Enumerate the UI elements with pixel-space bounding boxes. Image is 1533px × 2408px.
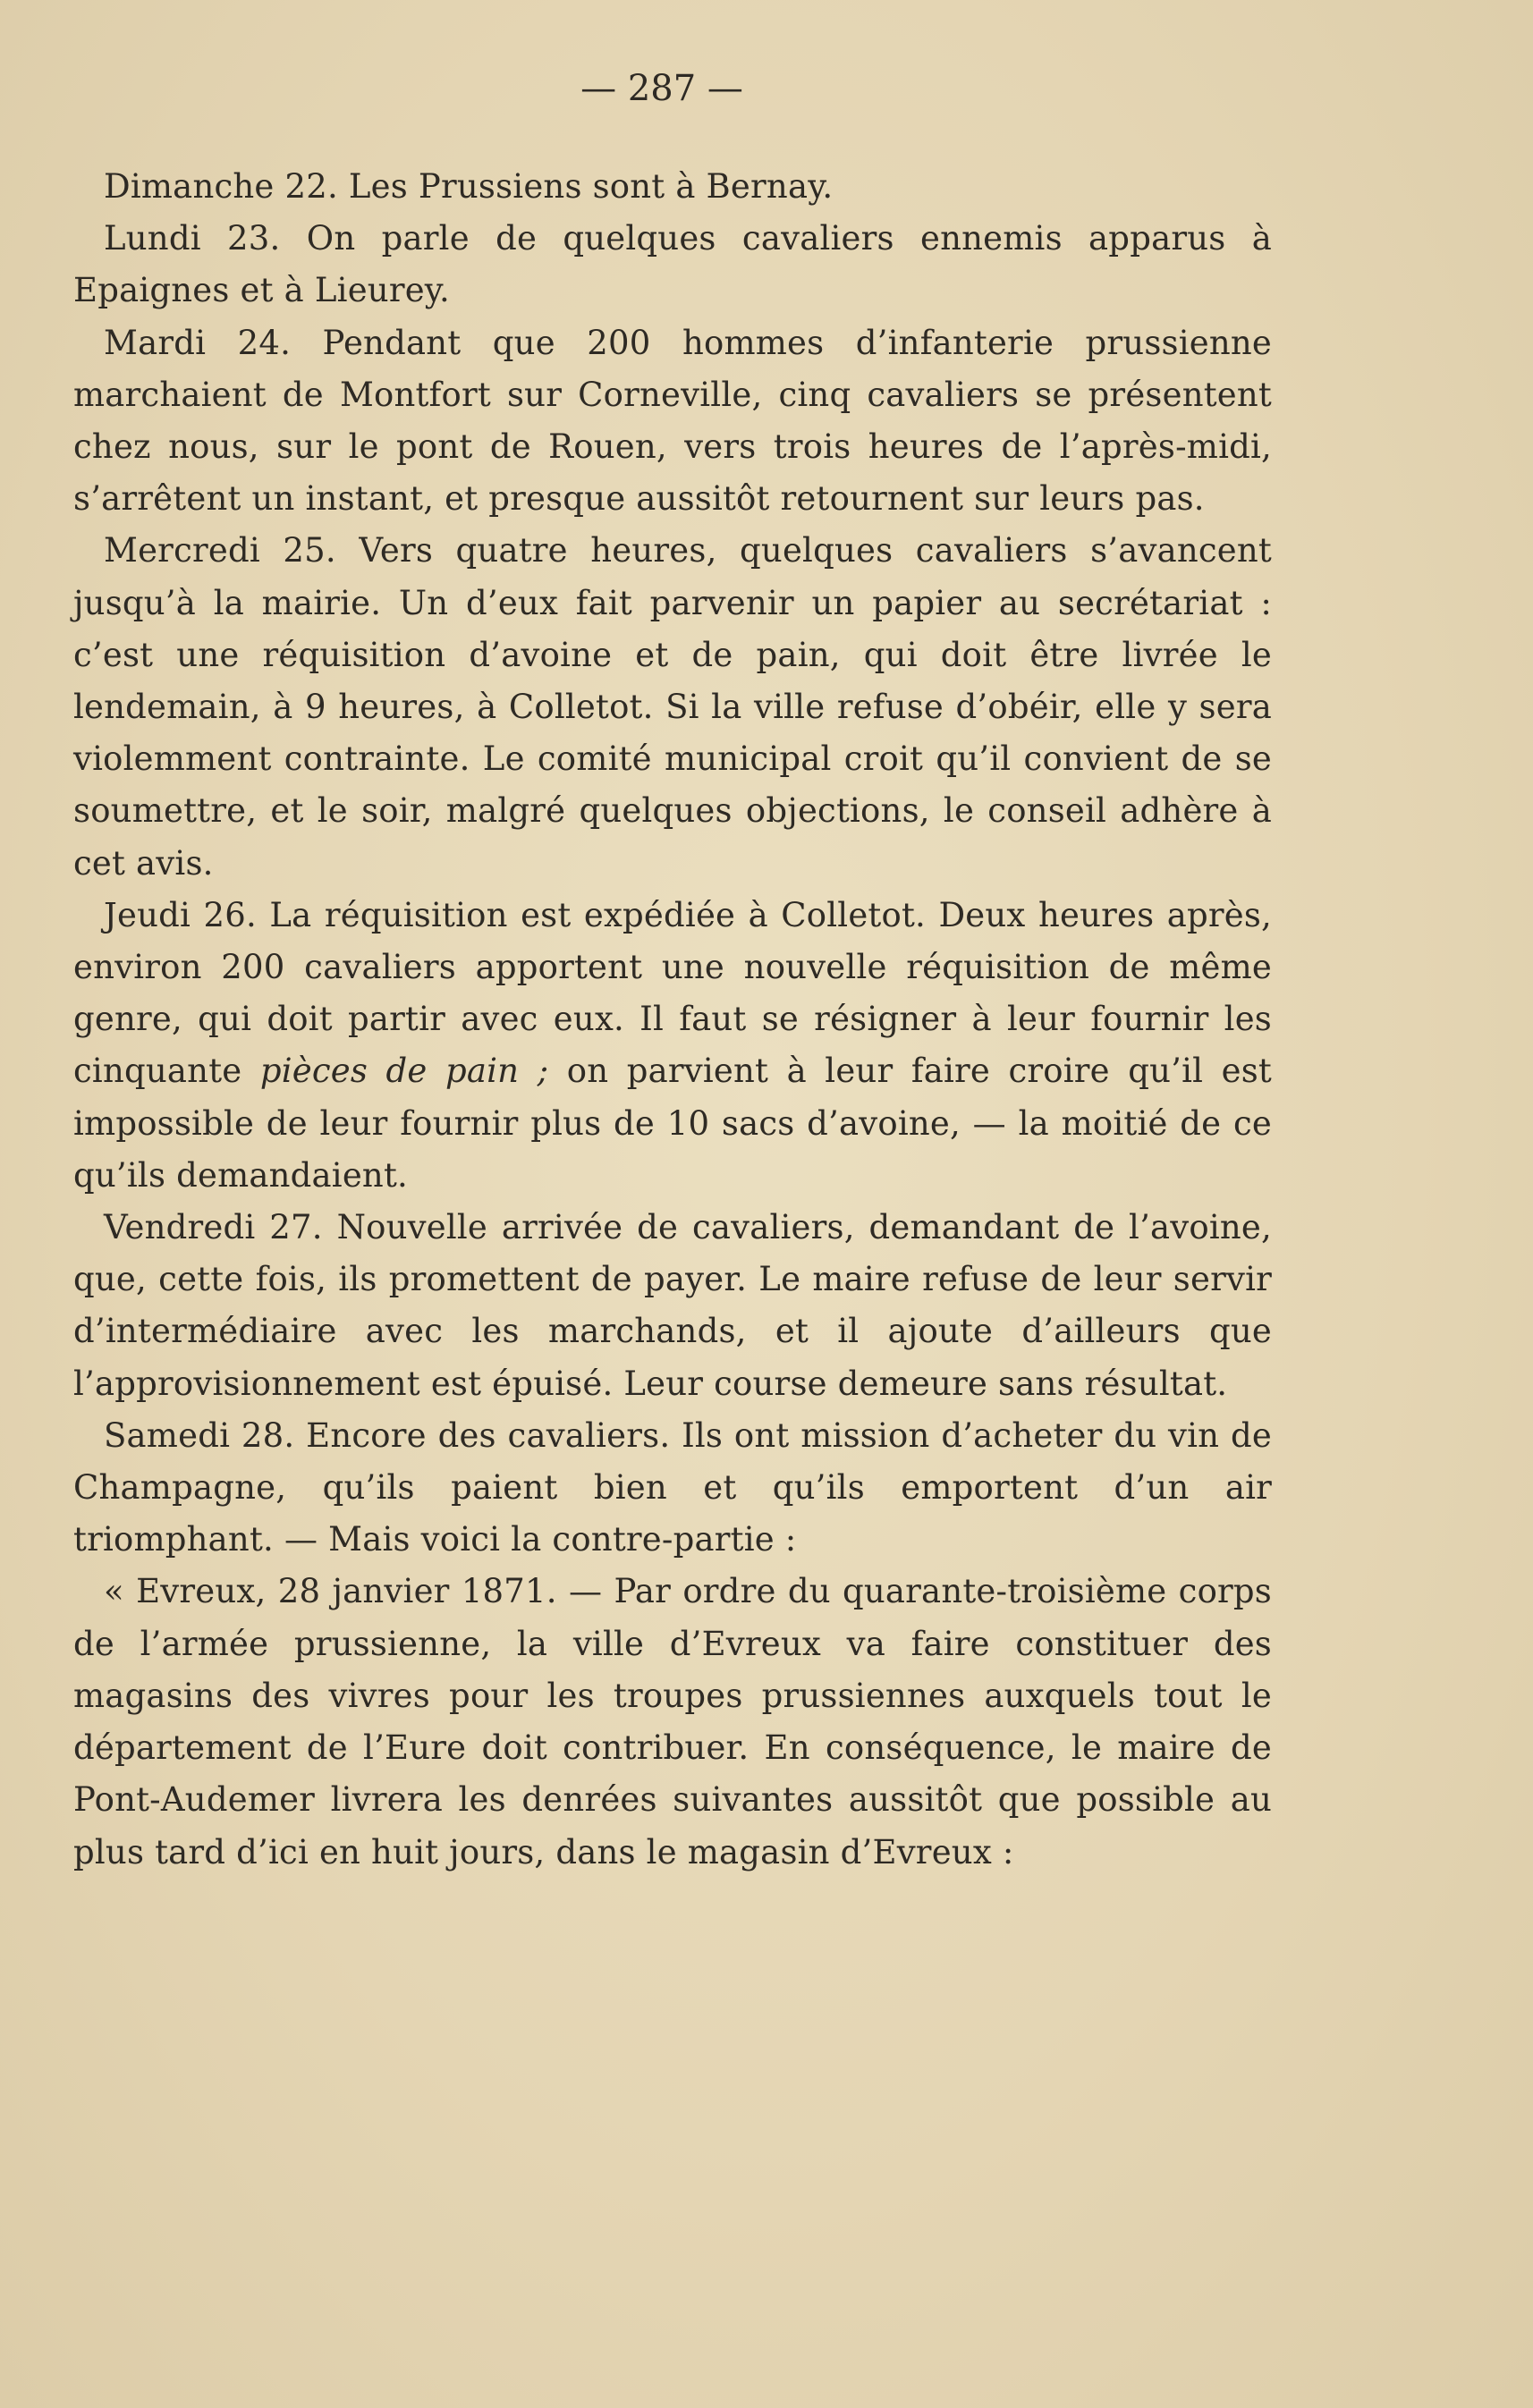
paragraph-jeudi-26 xyxy=(73,890,1272,1202)
page-number: — 287 — xyxy=(580,68,743,109)
paragraph-mardi-24: Mardi 24. Pendant que 200 hommes d’infanterie prussienne marchaient de Montfort sur Corneville, cinq cavaliers se présentent chez nous, sur le pont de Rouen, vers trois heures de l’après-midi, s’arrêtent un instant, et presque aussitôt retournent sur leurs pas. xyxy=(73,323,1272,519)
paragraph-mercredi-25: Mercredi 25. Vers quatre heures, quelques cavaliers s’avancent jusqu’à la mairie. Un d’eux fait parvenir un papier au secrétariat : c’est une réquisition d’avoine et de pain, qui doit être livrée le lendemain, à 9 heures, à Colletot. Si la ville refuse d’obéir, elle y sera violemment contrainte. Le comité municipal croit qu’il convient de se soumettre, et le soir, malgré quelques objections, le conseil adhère à cet avis. xyxy=(73,531,1272,883)
paragraph-jeudi-26-part-2: on parvient à leur faire croire qu’il est impossible de leur fournir plus de 10 sacs d’avoine, — la moitié de ce qu’ils demandaient. xyxy=(73,1052,1272,1195)
paragraph-lundi-23: Lundi 23. On parle de quelques cavaliers ennemis apparus à Epaignes et à Lieurey. xyxy=(73,219,1272,310)
paragraph-samedi-28: Samedi 28. Encore des cavaliers. Ils ont mission d’acheter du vin de Champagne, qu’ils paient bien et qu’ils emportent d’un air triomphant. — Mais voici la contre-partie : xyxy=(73,1415,1272,1559)
paragraph-jeudi-26-part-1: Jeudi 26. La réquisition est expédiée à Colletot. Deux heures après, environ 200 cavaliers apportent une nouvelle réquisition de même genre, qui doit partir avec eux. Il faut se résigner à leur fournir les cinquante xyxy=(73,895,1272,1091)
paragraph-jeudi-26-italic: pièces de pain ; xyxy=(259,1052,549,1091)
paragraph-dimanche-22: Dimanche 22. Les Prussiens sont à Bernay. xyxy=(104,167,834,206)
body-text xyxy=(73,161,1272,1879)
paragraph-evreux-order: « Evreux, 28 janvier 1871. — Par ordre du quarante-troisième corps de l’armée prussienne, la ville d’Evreux va faire constituer des magasins des vivres pour les troupes prussiennes auxquels tout le département de l’Eure doit contribuer. En conséquence, le maire de Pont-Audemer livrera les denrées suivantes aussitôt que possible au plus tard d’ici en huit jours, dans le magasin d’Evreux : xyxy=(73,1572,1272,1871)
paragraph-vendredi-27: Vendredi 27. Nouvelle arrivée de cavaliers, demandant de l’avoine, que, cette fois, ils promettent de payer. Le maire refuse de leur servir d’intermédiaire avec les marchands, et il ajoute d’ailleurs que l’approvisionnement est épuisé. Leur course demeure sans résultat. xyxy=(73,1208,1272,1403)
